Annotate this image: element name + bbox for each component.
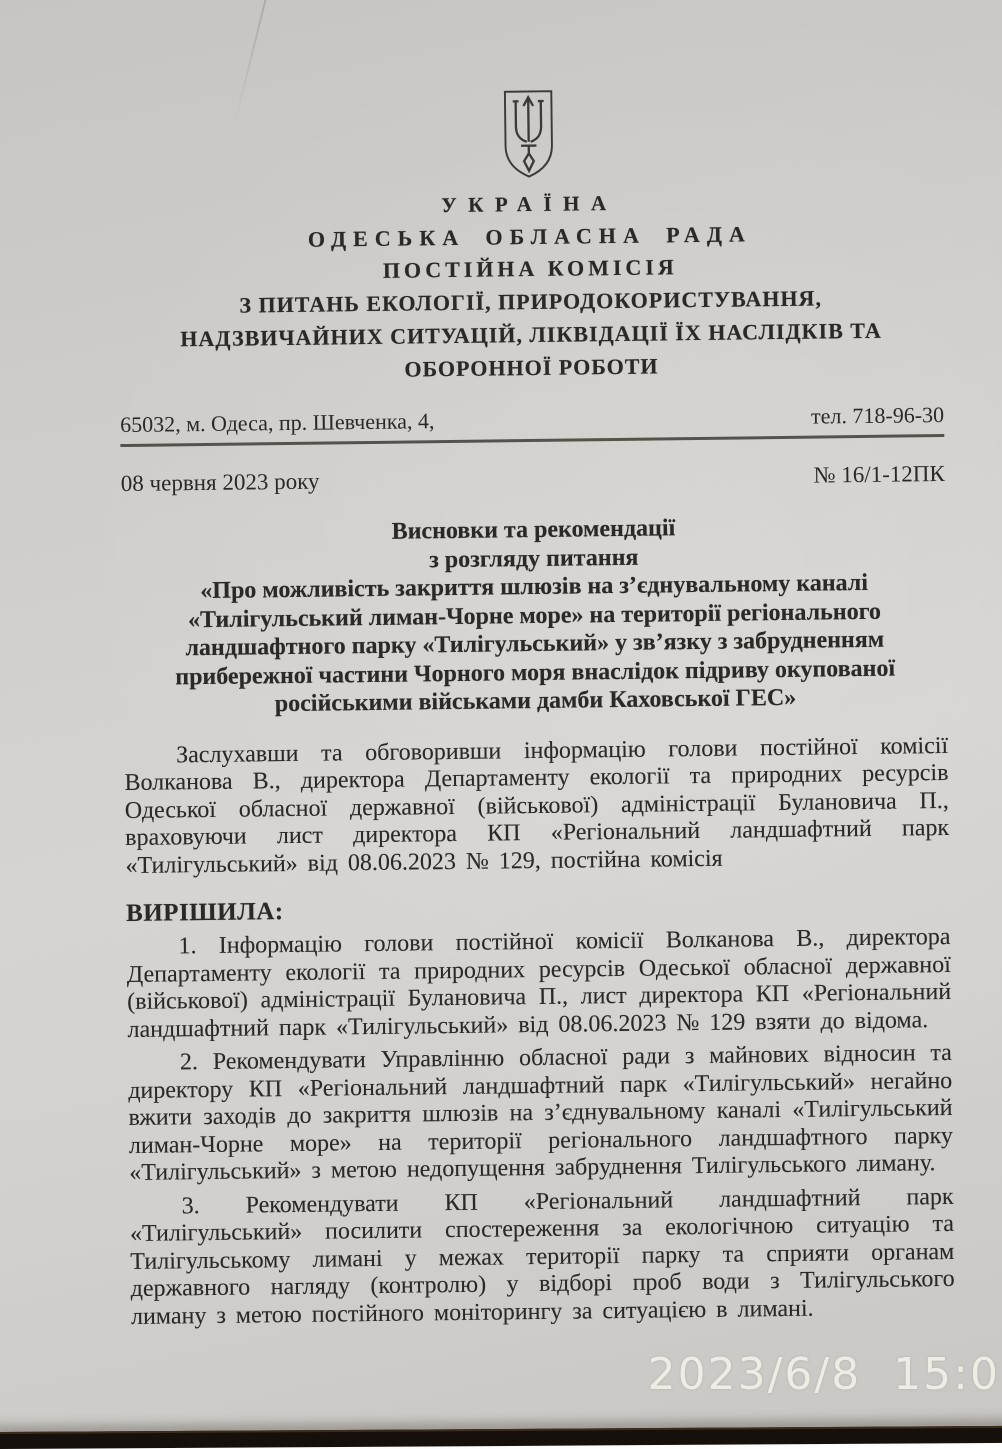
resolution-item-2: 2. Рекомендувати Управлінню обласної ради з майнових відносин та директору КП «Регіональний ландшафтний парк «Тилігульський» негайно вжити заходів до закриття шлюзів на з’єднувальному каналі «Тилігульський лиман-Чорне море» на території регіонального ландшафтного парку «Тилігульський» з метою недопущення забруднення Тилігульського лиману.	[128, 1039, 954, 1186]
date-row	[121, 461, 945, 497]
intro-paragraph: Заслухавши та обговоривши інформацію голови постійної комісії Волканова В., директора Департаменту екології та природних ресурсів Одеської обласної державної (військової) адміністрації Булановича П., враховуючи лист директора КП «Регіональний ландшафтний парк «Тилігульський» від 08.06.2023 № 129, постійна комісія	[124, 732, 950, 879]
phone-text: тел. 718-96-30	[810, 401, 945, 429]
document-sheet	[115, 0, 957, 1445]
resolution-item-3: 3. Рекомендувати КП «Регіональний ландшафтний парк «Тилігульський» посилити спостереження за екологічною ситуацію та Тилігульському лимані у межах території парку та сприяти органам державного нагляду (контролю) у відборі проб води з Тилігульського лиману з метою постійного моніторингу за ситуацією в лимані.	[129, 1183, 955, 1330]
camera-timestamp: 2023/6/8 15:0	[647, 1349, 1000, 1400]
document-date: 08 червня 2023 року	[120, 468, 320, 497]
address-text: 65032, м. Одеса, пр. Шевченка, 4,	[119, 408, 435, 438]
address-row	[120, 402, 944, 447]
commission-scope-line-1: З ПИТАНЬ ЕКОЛОГІЇ, ПРИРОДОКОРИСТУВАННЯ,	[239, 285, 823, 318]
title-line: «Тилігульський лиман-Чорне море» на території регіонального	[187, 598, 882, 633]
council-name: ОДЕСЬКА ОБЛАСНА РАДА	[307, 221, 752, 252]
title-line: Висновки та рекомендації	[391, 515, 676, 545]
document-number: № 16/1-12ПК	[813, 460, 945, 488]
title-line: ландшафтного парку «Тилігульський» у зв’язку з забрудненням	[185, 626, 885, 662]
title-line: російськими військами дамби Каховської ГЕС»	[274, 684, 797, 718]
title-line: прибережної частини Чорного моря внаслідок підриву окупованої	[175, 655, 896, 690]
title-line: з розгляду питання	[428, 544, 639, 573]
country-name: УКРАЇНА	[441, 190, 618, 218]
commission-name: ПОСТІЙНА КОМІСІЯ	[382, 254, 678, 283]
resolved-heading: ВИРІШИЛА:	[125, 898, 284, 928]
commission-scope-line-2: НАДЗВИЧАЙНИХ СИТУАЦІЙ, ЛІКВІДАЦІЇ ЇХ НАСЛІДКІВ ТА	[180, 317, 882, 352]
resolution-item-1: 1. Інформацію голови постійної комісії Волканова В., директора Департаменту екології та природних ресурсів Одеської обласної державної (військової) адміністрації Булановича П., лист директора КП «Регіональний ландшафтний парк «Тилігульський» від 08.06.2023 № 129 взяти до відома.	[126, 923, 952, 1043]
commission-scope-line-3: ОБОРОННОЇ РОБОТИ	[404, 353, 659, 382]
ukraine-trident-emblem-icon	[499, 86, 558, 183]
document-title	[121, 511, 947, 721]
title-line: «Про можливість закриття шлюзів на з’єднувальному каналі	[200, 569, 869, 605]
